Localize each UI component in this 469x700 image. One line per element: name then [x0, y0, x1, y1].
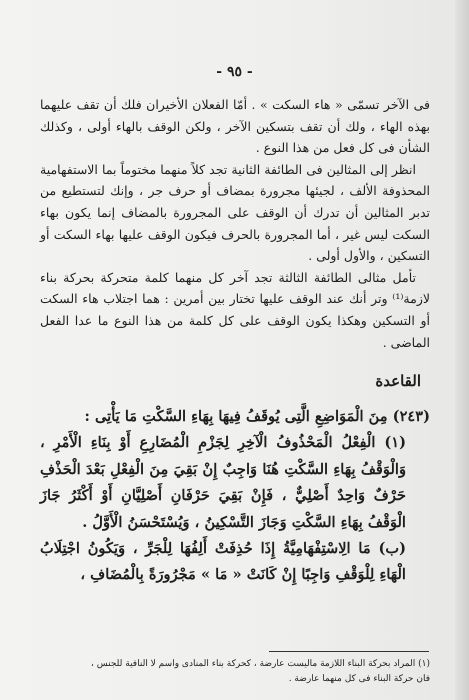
- intro-paragraph: تأمل مثالى الطائفة الثالثة تجد آخر كل منهما كلمة متحركة بحركة بناء لازمة⁽¹⁾ وتر أنك عند الوقف عليها تختار بين أمرين : هما اجتلاب هاء السكت أو التسكين وهكذا يكون الوقف على كل كلمة من هذا النوع ما عدا الفعل الماضى .: [40, 269, 430, 350]
- rule-item: (ب) مَا الِاسْتِفْهَامِيَّةُ إِذَا حُذِفَتْ أَلِفُهَا لِلْجَرِّ ، وَيَكُونُ اجْتِلَابُ الْهَاءِ لِلْوَقْفِ وَاجِبًا إِنْ كَانَتْ « مَا » مَجْرُورَةً بِالْمُضَافِ ،: [40, 540, 406, 584]
- intro-text: [40, 94, 430, 353]
- footnotes: [40, 657, 430, 687]
- intro-paragraph: انظر إلى المثالين فى الطائفة الثانية تجد كلاً منهما مختوماً بما الاستفهامية المحذوفة الألف ، لجيئها مجرورة بمضاف أو حرف جر ، وإنك لتستطيع من تدبر المثالين أن تدرك أن الوقف على المجرورة بالمضاف إنما يكون بهاء السكت ليس غير ، أما المجرورة بالحرف فيكون الوقف عليها بهاء السكت أو التسكين ، والأول أولى .: [40, 161, 430, 264]
- page-spine-shadow: [455, 0, 469, 700]
- rule-lead: (٢٤٣) مِنَ الْمَوَاضِعِ الَّتِى يُوقَفُ فِيهَا بِهَاءِ السَّكْتِ مَا يَأْتِى :: [84, 408, 430, 425]
- page-number: - ٩٥ -: [216, 64, 253, 80]
- intro-paragraph: فى الآخر تسمّى « هاء السكت » . أمّا الفعلان الأخيران فلك أن تقف عليهما بهذه الهاء ، ولك أن تقف بتسكين الآخر ، ولكن الوقف بالهاء أولى ، وكذلك الشأن فى كل فعل من هذا النوع .: [40, 97, 430, 156]
- footnote-line: (١) المراد بحركة البناء اللازمة ماليست عارضة ، كحركة بناء المنادى واسم لا النافية للجنس ،: [90, 659, 430, 669]
- footnote-separator: [269, 651, 429, 652]
- rule-text: [40, 404, 430, 589]
- rule-item: (١) الْفِعْلُ الْمَحْذُوفُ الْآخِرِ لِجَزْمِ الْمُضَارِعِ أَوْ بِنَاءِ الْأَمْرِ ، وَالْوَقْفُ بِهَاءِ السَّكْتِ هُنَا وَاجِبٌ إِنْ بَقِيَ مِنَ الْفِعْلِ بَعْدَ الْحَذْفِ حَرْفٌ وَاحِدٌ أَصْلِيٌّ ، فَإِنْ بَقِيَ حَرْفَانِ أَصْلِيَّانِ أَوْ أَكْثَرُ جَازَ الْوَقْفُ بِهَاءِ السَّكْتِ وَجَازَ التَّسْكِينُ ، وَيُسْتَحْسَنُ الْأَوَّلُ .: [40, 434, 406, 531]
- footnote-line: فان حركة البناء فى كل منهما عارضة .: [288, 674, 430, 684]
- rule-heading: القاعدة: [375, 372, 421, 390]
